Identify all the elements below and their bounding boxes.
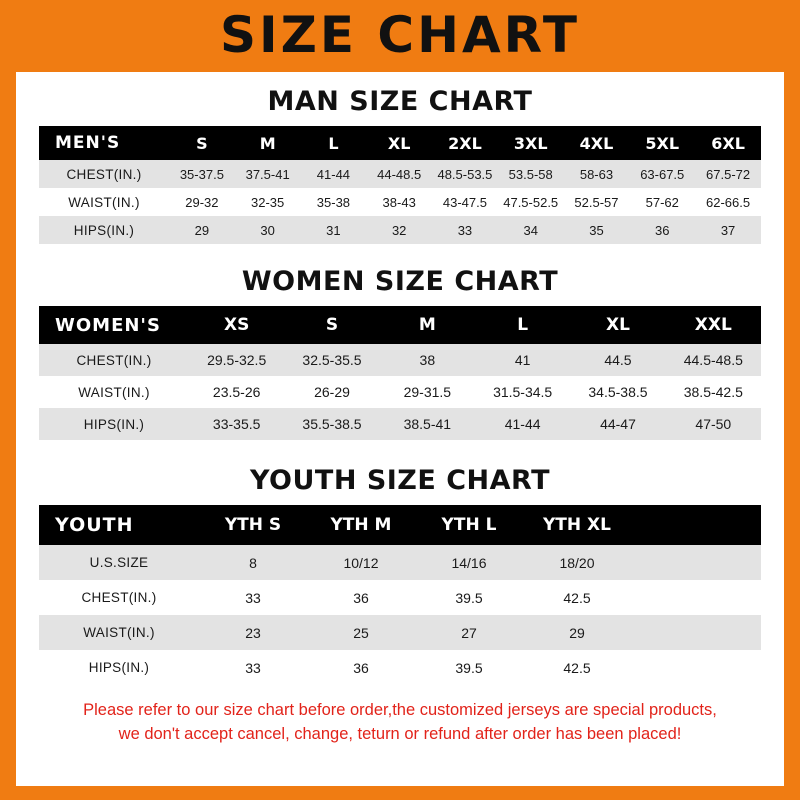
men-chest-l: 41-44 (316, 166, 351, 182)
youth-row-label-waist: WAIST(IN.) (83, 625, 155, 640)
women-hips-m: 38.5-41 (403, 416, 452, 432)
youth-corner-header: YOUTH (39, 505, 199, 545)
table-header-row (39, 126, 761, 160)
youth-hips-xl: 42.5 (563, 659, 591, 676)
men-corner-header: MEN'S (39, 126, 169, 160)
youth-waist-l: 27 (461, 624, 477, 641)
footnote-line-1: Please refer to our size chart before order,the customized jerseys are special products, (83, 701, 717, 719)
youth-spacer-cell (631, 580, 761, 615)
youth-col-spacer (631, 505, 761, 545)
men-waist-m: 32-35 (251, 194, 285, 210)
men-hips-2xl: 33 (457, 222, 473, 238)
men-row-label-hips: HIPS(IN.) (73, 222, 135, 238)
youth-size-table (39, 505, 761, 685)
men-col-3xl: 3XL (498, 126, 564, 160)
bottom-border (0, 786, 800, 800)
men-waist-l: 35-38 (316, 194, 351, 210)
women-col-xl: XL (570, 306, 665, 344)
women-hips-s: 35.5-38.5 (302, 416, 362, 432)
women-hips-xs: 33-35.5 (212, 416, 261, 432)
youth-ussize-xl: 18/20 (559, 554, 595, 571)
men-hips-5xl: 36 (655, 222, 670, 238)
table-row (39, 615, 761, 650)
men-hips-3xl: 34 (523, 222, 538, 238)
women-waist-m: 29-31.5 (403, 384, 452, 400)
men-chest-2xl: 48.5-53.5 (437, 166, 493, 182)
men-col-4xl: 4XL (564, 126, 630, 160)
table-header-row (39, 306, 761, 344)
table-row (39, 408, 761, 440)
men-hips-s: 29 (194, 222, 210, 238)
women-row-label-waist: WAIST(IN.) (78, 384, 150, 400)
chart-content (16, 72, 784, 786)
table-row (39, 188, 761, 216)
women-chest-xxl: 44.5-48.5 (683, 352, 743, 368)
women-col-l: L (475, 306, 570, 344)
women-size-table (39, 306, 761, 440)
women-waist-s: 26-29 (314, 384, 350, 400)
youth-hips-m: 36 (353, 659, 369, 676)
youth-hips-s: 33 (245, 659, 261, 676)
youth-hips-l: 39.5 (455, 659, 483, 676)
youth-ussize-s: 8 (249, 554, 257, 571)
men-hips-l: 31 (326, 222, 341, 238)
men-waist-6xl: 62-66.5 (706, 194, 751, 210)
men-hips-4xl: 35 (589, 222, 604, 238)
women-chest-s: 32.5-35.5 (302, 352, 362, 368)
women-row-label-hips: HIPS(IN.) (83, 416, 145, 432)
men-col-m: M (235, 126, 301, 160)
men-hips-6xl: 37 (720, 222, 736, 238)
men-waist-5xl: 57-62 (645, 194, 679, 210)
women-waist-xs: 23.5-26 (212, 384, 261, 400)
men-col-xl: XL (366, 126, 432, 160)
section-title-youth: YOUTH SIZE CHART (249, 465, 551, 496)
men-waist-4xl: 52.5-57 (574, 194, 619, 210)
youth-ussize-l: 14/16 (451, 554, 487, 571)
women-hips-xxl: 47-50 (695, 416, 732, 432)
footnote (32, 699, 768, 747)
men-waist-xl: 38-43 (382, 194, 416, 210)
men-hips-xl: 32 (391, 222, 407, 238)
men-chest-xl: 44-48.5 (377, 166, 422, 182)
youth-col-xl: YTH XL (523, 505, 631, 545)
table-row (39, 344, 761, 376)
women-row-label-chest: CHEST(IN.) (76, 352, 152, 368)
men-waist-2xl: 43-47.5 (442, 194, 487, 210)
men-chest-6xl: 67.5-72 (706, 166, 751, 182)
women-waist-xxl: 38.5-42.5 (683, 384, 743, 400)
youth-row-label-hips: HIPS(IN.) (88, 660, 150, 675)
youth-row-label-chest: CHEST(IN.) (81, 590, 157, 605)
women-hips-l: 41-44 (504, 416, 541, 432)
table-row (39, 216, 761, 244)
men-col-s: S (169, 126, 235, 160)
youth-row-label-ussize: U.S.SIZE (89, 555, 149, 570)
table-row (39, 376, 761, 408)
women-waist-l: 31.5-34.5 (493, 384, 553, 400)
table-row (39, 580, 761, 615)
men-size-table (39, 126, 761, 244)
women-chest-m: 38 (419, 352, 436, 368)
youth-col-m: YTH M (307, 505, 415, 545)
table-row (39, 650, 761, 685)
section-title-man: MAN SIZE CHART (267, 86, 533, 117)
section-title-women: WOMEN SIZE CHART (241, 266, 559, 297)
table-header-row (39, 505, 761, 545)
footnote-line-2: we don't accept cancel, change, teturn or refund after order has been placed! (118, 724, 682, 743)
table-row (39, 545, 761, 580)
youth-chest-l: 39.5 (455, 589, 483, 606)
left-border (0, 0, 16, 800)
youth-chest-s: 33 (245, 589, 261, 606)
men-chest-5xl: 63-67.5 (640, 166, 685, 182)
men-row-label-chest: CHEST(IN.) (66, 166, 142, 182)
youth-chest-xl: 42.5 (563, 589, 591, 606)
men-waist-3xl: 47.5-52.5 (503, 194, 559, 210)
youth-spacer-cell (631, 545, 761, 580)
youth-spacer-cell (631, 650, 761, 685)
youth-col-s: YTH S (199, 505, 307, 545)
men-chest-3xl: 53.5-58 (508, 166, 553, 182)
men-chest-s: 35-37.5 (179, 166, 224, 182)
men-row-label-waist: WAIST(IN.) (68, 194, 140, 210)
men-chest-m: 37.5-41 (245, 166, 290, 182)
men-col-6xl: 6XL (695, 126, 761, 160)
women-col-xxl: XXL (666, 306, 761, 344)
youth-ussize-m: 10/12 (343, 554, 379, 571)
youth-waist-xl: 29 (569, 624, 585, 641)
youth-chest-m: 36 (353, 589, 369, 606)
youth-spacer-cell (631, 615, 761, 650)
women-col-m: M (380, 306, 475, 344)
youth-col-l: YTH L (415, 505, 523, 545)
right-border (784, 0, 800, 800)
table-row (39, 160, 761, 188)
women-corner-header: WOMEN'S (39, 306, 189, 344)
youth-waist-m: 25 (353, 624, 369, 641)
women-col-s: S (284, 306, 379, 344)
women-col-xs: XS (189, 306, 284, 344)
men-col-5xl: 5XL (629, 126, 695, 160)
women-chest-xs: 29.5-32.5 (207, 352, 267, 368)
women-waist-xl: 34.5-38.5 (588, 384, 648, 400)
page-title: SIZE CHART (219, 6, 581, 64)
women-hips-xl: 44-47 (600, 416, 636, 432)
men-chest-4xl: 58-63 (579, 166, 614, 182)
women-chest-l: 41 (514, 352, 531, 368)
men-col-2xl: 2XL (432, 126, 498, 160)
youth-waist-s: 23 (245, 624, 261, 641)
men-waist-s: 29-32 (185, 194, 219, 210)
men-col-l: L (301, 126, 367, 160)
women-chest-xl: 44.5 (604, 352, 632, 368)
men-hips-m: 30 (260, 222, 275, 238)
